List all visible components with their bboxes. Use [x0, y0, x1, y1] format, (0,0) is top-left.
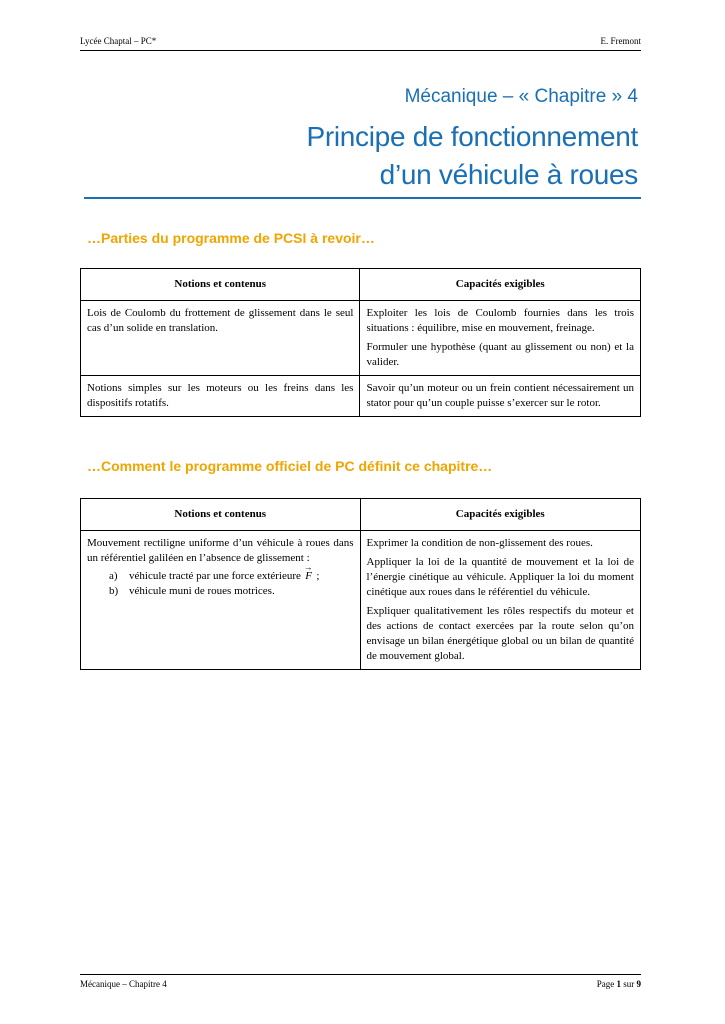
column-header: Capacités exigibles	[360, 499, 640, 531]
list-item: a) véhicule tracté par une force extérieure → F ;	[129, 569, 354, 584]
header-rule	[80, 50, 641, 51]
capacity-text: Exprimer la condition de non-glissement des roues.	[366, 537, 593, 549]
column-header: Capacités exigibles	[360, 269, 641, 301]
notion-list	[87, 569, 354, 599]
table-cell: Lois de Coulomb du frottement de glissement dans le seul cas d’un solide en translation.	[81, 301, 360, 376]
title-line-2: d’un véhicule à roues	[379, 159, 638, 190]
table-cell: Savoir qu’un moteur ou un frein contient nécessairement un stator pour qu’un couple puisse s’exercer sur le rotor.	[360, 376, 641, 417]
column-header: Notions et contenus	[81, 499, 361, 531]
capacity-text: Expliquer qualitativement les rôles respectifs du moteur et des actions de contact exercées par la route selon qu’on envisage un bilan énergétique global ou un bilan de quantité de mouvement global.	[366, 605, 634, 662]
table-cell	[81, 531, 361, 670]
pcsi-table	[80, 268, 641, 417]
table-row	[81, 376, 641, 417]
page-footer	[80, 979, 641, 989]
capacity-text: Formuler une hypothèse (quant au glissement ou non) et la valider.	[366, 341, 634, 368]
table-row	[81, 301, 641, 376]
notion-intro: Mouvement rectiligne uniforme d’un véhicule à roues dans un référentiel galiléen en l’absence de glissement :	[87, 537, 354, 564]
title-line-1: Principe de fonctionnement	[306, 121, 638, 152]
table-cell: Notions simples sur les moteurs ou les freins dans les dispositifs rotatifs.	[81, 376, 360, 417]
table-header-row	[81, 269, 641, 301]
table-row	[81, 531, 641, 670]
page-title	[306, 118, 638, 194]
page-number: Page 1 sur 9	[596, 979, 641, 989]
title-rule	[84, 197, 641, 199]
list-marker: a)	[109, 570, 118, 582]
chapter-label: Mécanique – « Chapitre » 4	[404, 86, 638, 107]
pc-table	[80, 498, 641, 670]
page-header	[80, 36, 641, 46]
capacity-text: Exploiter les lois de Coulomb fournies dans les trois situations : équilibre, mise en mouvement, freinage.	[366, 307, 634, 334]
column-header: Notions et contenus	[81, 269, 360, 301]
list-item: b) véhicule muni de roues motrices.	[109, 585, 275, 597]
footer-chapter: Mécanique – Chapitre 4	[80, 979, 167, 989]
table-cell	[360, 531, 640, 670]
header-school: Lycée Chaptal – PC*	[80, 36, 157, 46]
section2-heading: …Comment le programme officiel de PC définit ce chapitre…	[87, 458, 493, 474]
table-header-row	[81, 499, 641, 531]
list-marker: b)	[109, 585, 119, 597]
table-cell	[360, 301, 641, 376]
section1-heading: …Parties du programme de PCSI à revoir…	[87, 230, 375, 246]
force-vector-symbol: → F	[304, 569, 314, 584]
capacity-text: Appliquer la loi de la quantité de mouvement et la loi de l’énergie cinétique au véhicule. Appliquer la loi du moment cinétique aux roues dans le référentiel du véhicule.	[366, 556, 634, 598]
header-author: E. Fremont	[600, 36, 641, 46]
footer-rule	[80, 974, 641, 975]
